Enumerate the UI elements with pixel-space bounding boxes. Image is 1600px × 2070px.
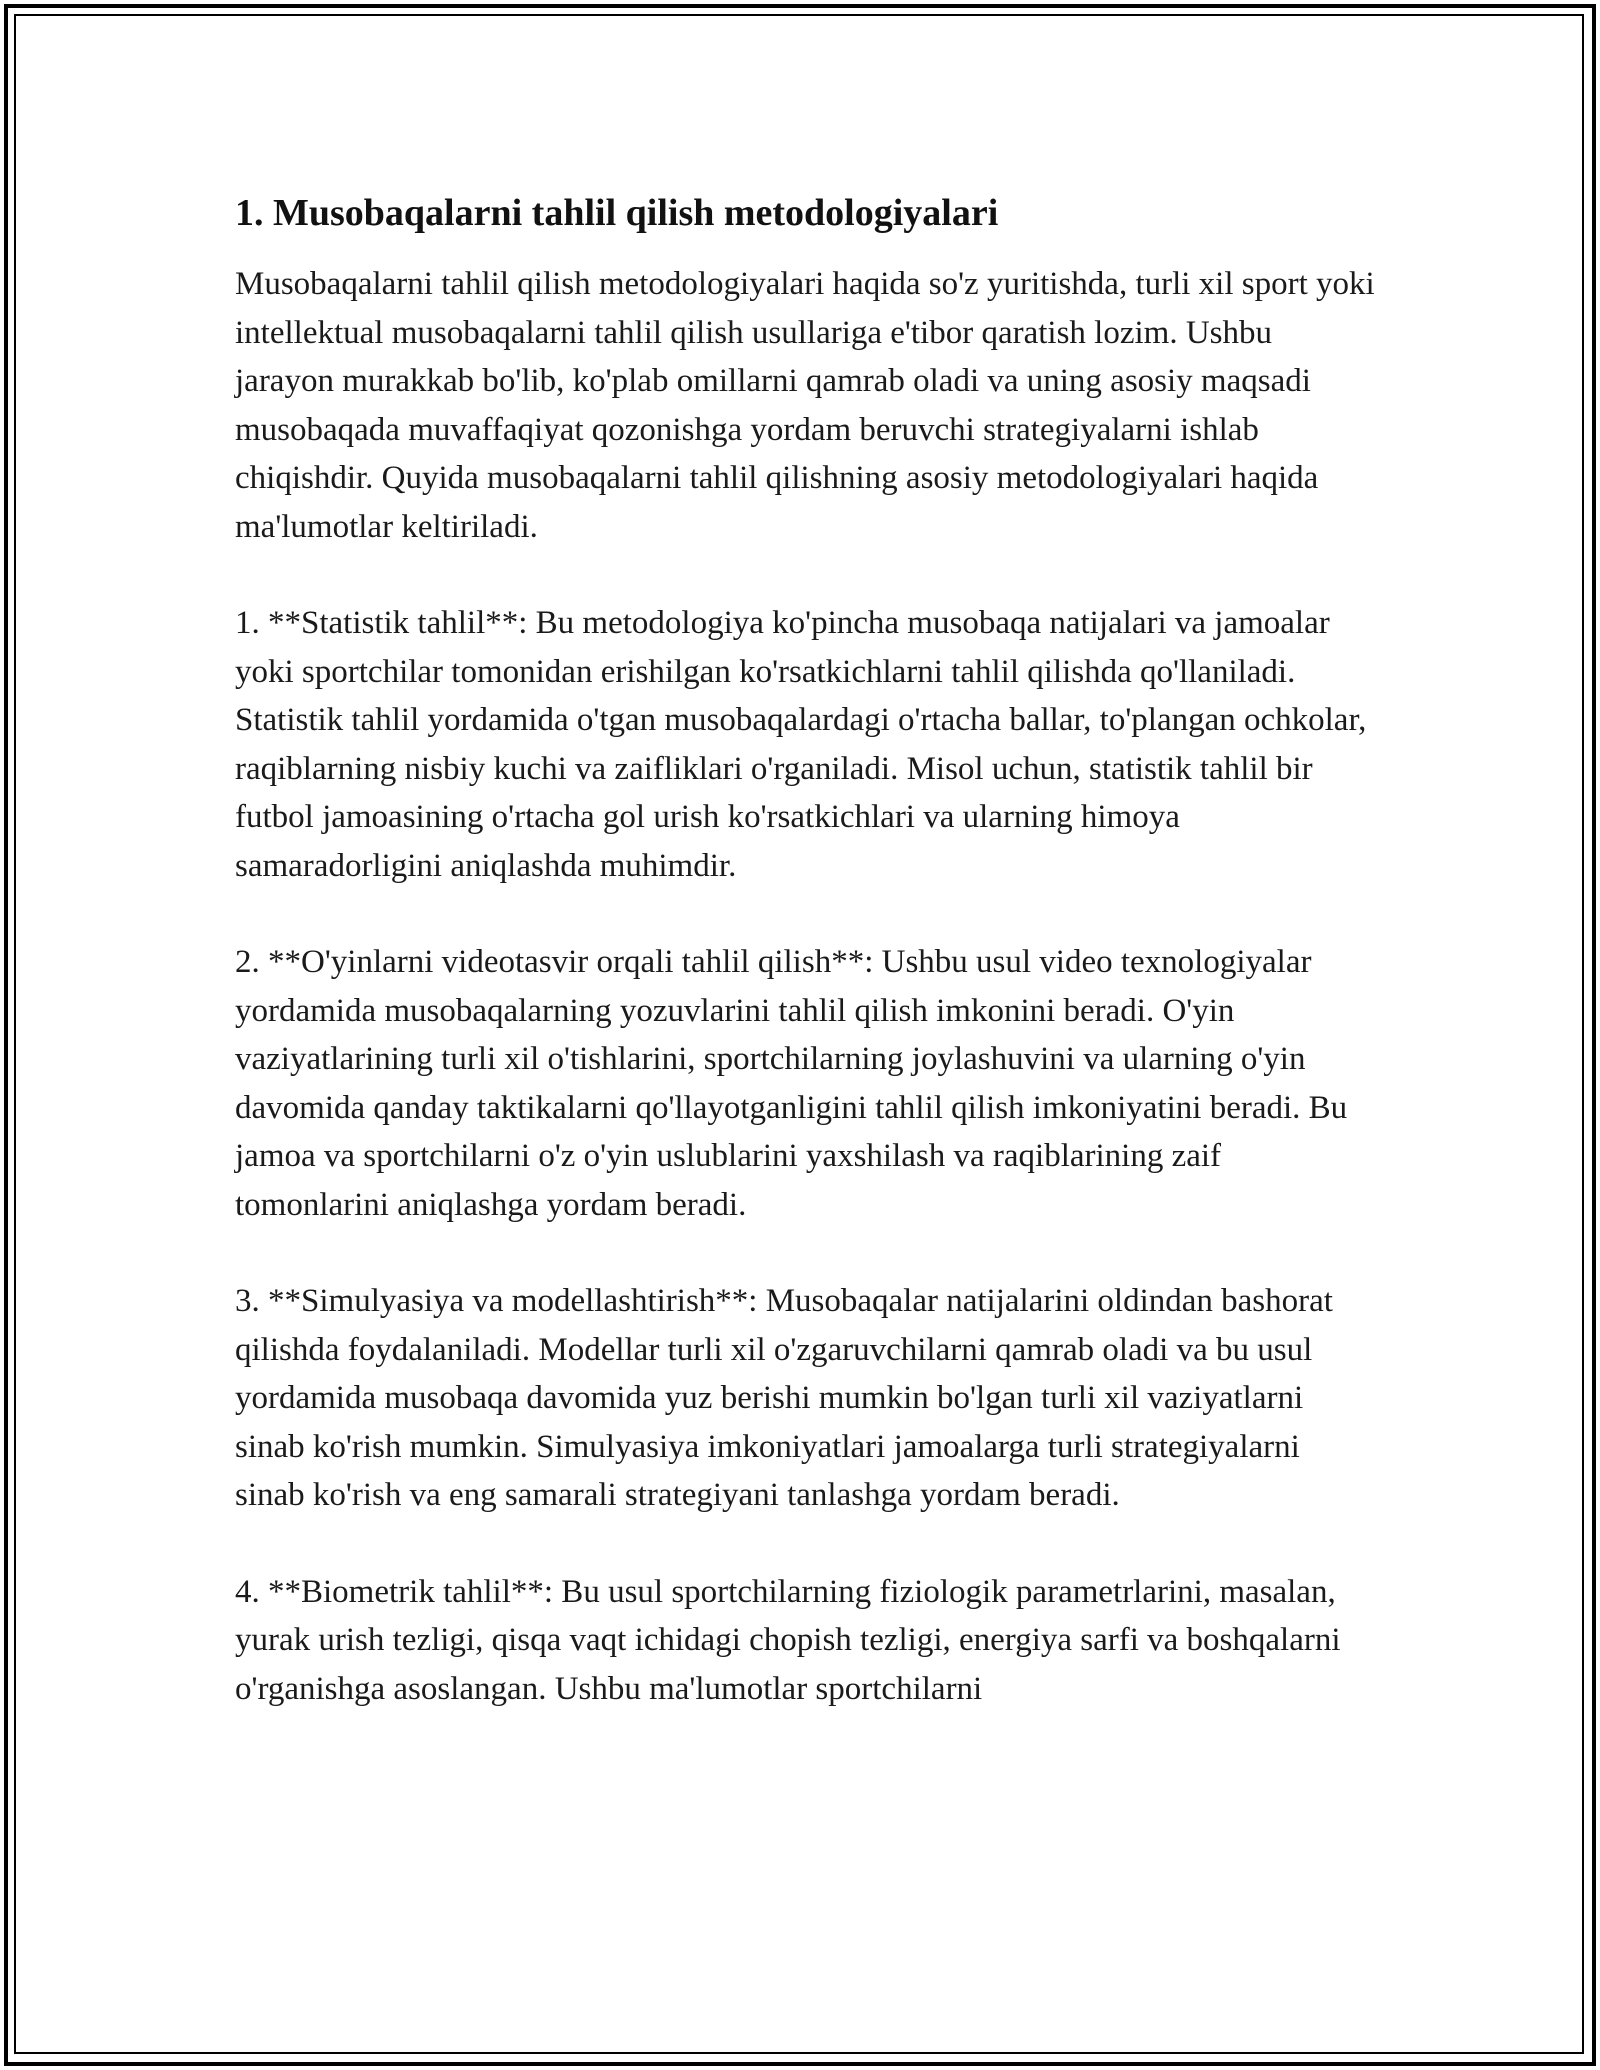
list-item-statistik-tahlil: 1. **Statistik tahlil**: Bu metodologiya ko'pincha musobaqa natijalari va jamoalar yoki sportchilar tomonidan erishilgan ko'rsatkichlarni tahlil qilishda qo'llaniladi. Statistik tahlil yordamida o'tgan musobaqalardagi o'rtacha ballar, to'plangan ochkolar, raqiblarning nisbiy kuchi va zaifliklari o'rganiladi. Misol uchun, statistik tahlil bir futbol jamoasining o'rtacha gol urish ko'rsatkichlari va ularning himoya samaradorligini aniqlashda muhimdir. xyxy=(235,605,1367,884)
document-body xyxy=(235,188,1375,1761)
list-item-biometrik-tahlil: 4. **Biometrik tahlil**: Bu usul sportchilarning fiziologik parametrlarini, masalan, yurak urish tezligi, qisqa vaqt ichidagi chopish tezligi, energiya sarfi va boshqalarni o'rganishga asoslangan. Ushbu ma'lumotlar sportchilarni xyxy=(235,1573,1341,1707)
list-item-simulyasiya: 3. **Simulyasiya va modellashtirish**: Musobaqalar natijalarini oldindan bashorat qilishda foydalaniladi. Modellar turli xil o'zgaruvchilarni qamrab oladi va bu usul yordamida musobaqa davomida yuz berishi mumkin bo'lgan turli xil vaziyatlarni sinab ko'rish mumkin. Simulyasiya imkoniyatlari jamoalarga turli strategiyalarni sinab ko'rish va eng samarali strategiyani tanlashga yordam beradi. xyxy=(235,1283,1333,1513)
list-item-videotasvir-tahlil: 2. **O'yinlarni videotasvir orqali tahlil qilish**: Ushbu usul video texnologiyalar yordamida musobaqalarning yozuvlarini tahlil qilish imkonini beradi. O'yin vaziyatlarining turli xil o'tishlarini, sportchilarning joylashuvini va ularning o'yin davomida qanday taktikalarni qo'llayotganligini tahlil qilish imkoniyatini beradi. Bu jamoa va sportchilarni o'z o'yin uslublarini yaxshilash va raqiblarining zaif tomonlarini aniqlashga yordam beradi. xyxy=(235,944,1348,1223)
section-heading: 1. Musobaqalarni tahlil qilish metodologiyalari xyxy=(235,192,999,234)
intro-paragraph: Musobaqalarni tahlil qilish metodologiyalari haqida so'z yuritishda, turli xil sport yoki intellektual musobaqalarni tahlil qilish usullariga e'tibor qaratish lozim. Ushbu jarayon murakkab bo'lib, ko'plab omillarni qamrab oladi va uning asosiy maqsadi musobaqada muvaffaqiyat qozonishga yordam beruvchi strategiyalarni ishlab chiqishdir. Quyida musobaqalarni tahlil qilishning asosiy metodologiyalari haqida ma'lumotlar keltiriladi. xyxy=(235,266,1375,545)
